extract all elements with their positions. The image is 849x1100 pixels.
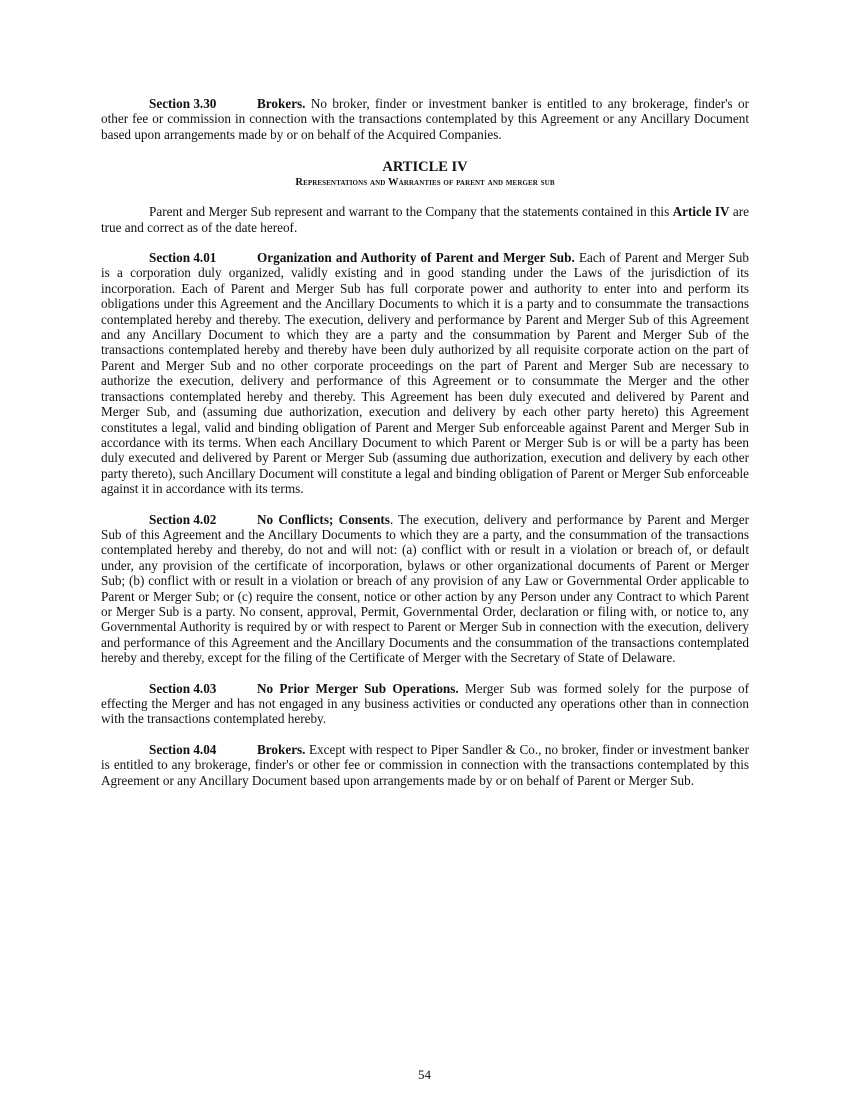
section-title: No Prior Merger Sub Operations.: [257, 680, 459, 696]
section-body: Each of Parent and Merger Sub is a corporation duly organized, validly existing and in good standing under the Laws of the jurisdiction of its incorporation. Each of Parent and Merger Sub has full corporate power and authority to enter into and perform its obligations under this Agreement and the Ancillary Documents to which it is a party and to consummate the transactions contemplated hereby and thereby. The execution, delivery and performance by Parent and Merger Sub of this Agreement and any Ancillary Document to which they are a party and the consummation by Parent and Merger Sub of the transactions contemplated hereby and thereby have been duly authorized by all requisite corporate action on the part of Parent and Merger Sub and no other corporate proceedings on the part of Parent and Merger Sub are necessary to authorize the execution, delivery and performance of this Agreement or to consummate the Merger and the other transactions contemplated hereby and thereby. This Agreement has been duly executed and delivered by Parent and Merger Sub, and (assuming due authorization, execution and delivery by each other party hereto) this Agreement constitutes a legal, valid and binding obligation of Parent and Merger Sub enforceable against Parent and Merger Sub in accordance with its terms. When each Ancillary Document to which Parent or Merger Sub is or will be a party has been duly executed and delivered by Parent or Merger Sub (assuming due authorization, execution and delivery by each other party thereto), such Ancillary Document will constitute a legal and binding obligation of Parent or Merger Sub enforceable against it in accordance with its terms.: [101, 250, 749, 497]
section-title: No Conflicts; Consents: [257, 511, 390, 527]
section-body: . The execution, delivery and performance by Parent and Merger Sub of this Agreement and the Ancillary Documents to which they are a party, and the consummation of the transactions contemplated hereby and thereby, do not and will not: (a) conflict with or result in a violation or breach of, or default under, any provision of the certificate of incorporation, bylaws or other organizational documents of Parent or Merger Sub; (b) conflict with or result in a violation or breach of any provision of any Law or Governmental Order applicable to Parent or Merger Sub; or (c) require the consent, notice or other action by any Person under any Contract to which Parent or Merger Sub is a party. No consent, approval, Permit, Governmental Order, declaration or filing with, or notice to, any Governmental Authority is required by or with respect to Parent or Merger Sub in connection with the execution, delivery and performance of this Agreement and the Ancillary Documents and the consummation of the transactions contemplated hereby and thereby, except for the filing of the Certificate of Merger with the Secretary of State of Delaware.: [101, 511, 750, 666]
article-title: Representations and Warranties of parent and merger sub: [295, 177, 555, 189]
section-4-01: [101, 250, 749, 497]
section-title: Organization and Authority of Parent and Merger Sub.: [257, 250, 575, 266]
intro-text-2: are true and correct as of the date hereof.: [101, 204, 749, 235]
section-title: Brokers.: [257, 741, 306, 757]
section-number: Section 4.01: [149, 250, 217, 266]
section-body: Merger Sub was formed solely for the purpose of effecting the Merger and has not engaged in any business activities or conducted any operations other than in connection with the transactions contemplated hereby.: [101, 680, 749, 727]
section-3-30: [101, 96, 749, 142]
section-title: Brokers.: [257, 96, 306, 111]
section-4-03: [101, 681, 749, 727]
article-heading: [101, 159, 749, 189]
section-4-04: [101, 742, 749, 788]
section-number: Section 4.03: [149, 680, 217, 696]
intro-text-1: Parent and Merger Sub represent and warrant to the Company that the statements contained in this: [149, 204, 673, 220]
document-page: [101, 96, 749, 788]
page-number: 54: [418, 1067, 431, 1082]
article-reference: Article IV: [672, 204, 730, 220]
section-body: No broker, finder or investment banker is entitled to any brokerage, finder's or other fee or commission in connection with the transactions contemplated by this Agreement or any Ancillary Document based upon arrangements made by or on behalf of the Acquired Companies.: [101, 96, 749, 142]
section-number: Section 4.04: [149, 741, 217, 757]
article-number: ARTICLE IV: [382, 159, 468, 176]
section-number: Section 3.30: [149, 96, 217, 111]
article-intro: [101, 204, 749, 235]
section-number: Section 4.02: [149, 511, 217, 527]
section-body: Except with respect to Piper Sandler & Co., no broker, finder or investment banker is entitled to any brokerage, finder's or other fee or commission in connection with the transactions contemplated by this Agreement or any Ancillary Document based upon arrangements made by or on behalf of Parent or Merger Sub.: [101, 741, 749, 788]
section-4-02: [101, 512, 749, 666]
